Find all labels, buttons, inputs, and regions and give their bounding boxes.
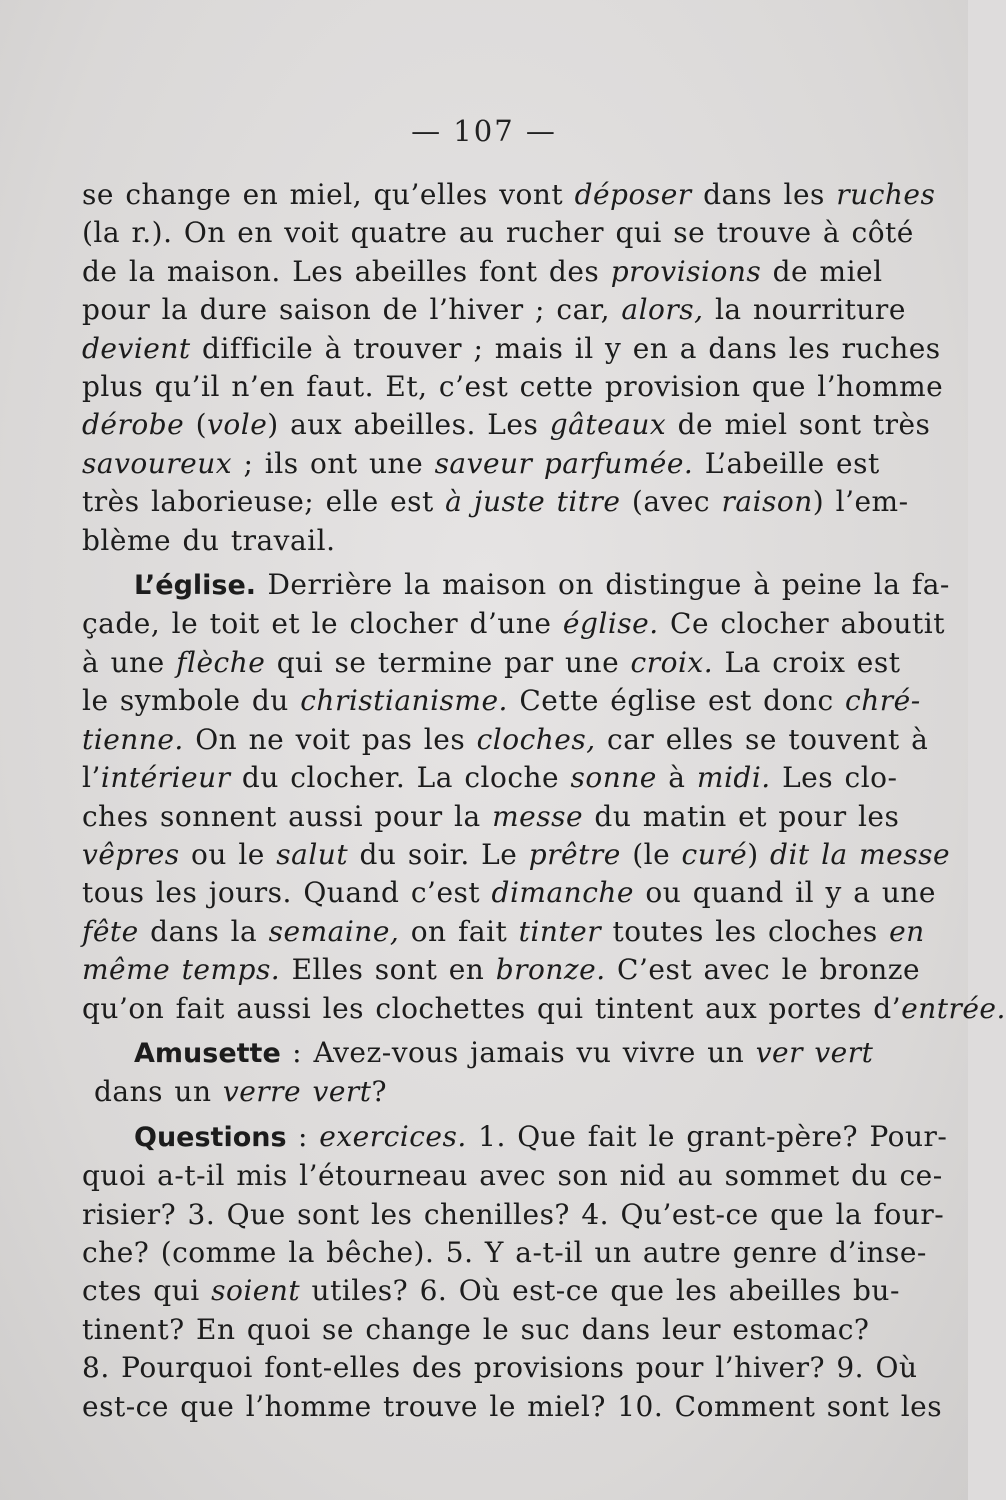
text-line	[82, 913, 925, 951]
text-segment: ; ils ont une	[232, 446, 435, 480]
text-segment: difficile à trouver ; mais il y en a dans les ruches	[190, 331, 941, 365]
text-segment: du clocher. La cloche	[230, 761, 571, 795]
paragraph-amusette	[82, 1034, 874, 1112]
text-segment: 1. Que fait le grant-père? Pour-	[466, 1119, 948, 1153]
text-segment: (	[184, 408, 208, 442]
text-segment: risier? 3. Que sont les chenilles? 4. Qu’est-ce que la four-	[82, 1197, 945, 1231]
text-segment: L’abeille est	[693, 446, 880, 480]
text-segment: ) aux abeilles. Les	[267, 408, 550, 442]
italic-term: christianisme.	[300, 684, 508, 718]
text-line	[82, 798, 900, 836]
text-segment: La croix est	[713, 645, 901, 679]
text-segment: Ce clocher aboutit	[658, 607, 945, 641]
italic-term: même temps.	[82, 953, 281, 987]
text-segment: de la maison. Les abeilles font des	[82, 254, 611, 288]
text-line	[82, 483, 909, 521]
text-line	[82, 1388, 943, 1426]
text-segment: qu’on fait aussi les clochettes qui tintent aux portes d’	[82, 991, 902, 1025]
text-segment: du matin et pour les	[583, 799, 900, 833]
text-line	[82, 644, 901, 682]
italic-term: intérieur	[100, 761, 231, 795]
text-segment: dans un	[94, 1075, 223, 1109]
text-line	[82, 990, 1006, 1028]
italic-term: devient	[82, 331, 191, 365]
italic-term: soient	[211, 1274, 301, 1308]
text-segment: du soir. Le	[348, 837, 529, 871]
italic-term: verre vert	[222, 1075, 372, 1109]
text-segment: ou quand il y a une	[634, 876, 936, 910]
text-segment: de miel sont très	[666, 408, 931, 442]
italic-term: dit la messe	[770, 837, 951, 871]
italic-term: alors,	[621, 293, 704, 327]
paragraph-honey	[82, 176, 944, 560]
italic-term: déposer	[574, 178, 692, 211]
text-segment: : Avez-vous jamais vu vivre un	[280, 1035, 756, 1069]
text-segment: tinent? En quoi se change le suc dans leur estomac?	[82, 1312, 870, 1346]
text-segment: ) l’em-	[812, 485, 909, 519]
text-line	[82, 1073, 862, 1111]
italic-term: sonne	[570, 761, 657, 795]
text-segment: On ne voit pas les	[183, 722, 477, 756]
text-segment: pour la dure saison de l’hiver ; car,	[82, 293, 622, 327]
italic-term: vêpres	[82, 837, 180, 871]
text-segment: dans la	[138, 914, 269, 948]
text-line	[82, 330, 941, 368]
text-line	[82, 368, 944, 406]
italic-term: messe	[492, 799, 584, 833]
text-line	[82, 1196, 945, 1234]
italic-term: flèche	[176, 645, 266, 679]
text-line	[82, 566, 950, 605]
text-line	[82, 874, 936, 912]
text-segment: quoi a-t-il mis l’étourneau avec son nid au sommet du ce-	[82, 1159, 943, 1193]
text-segment: (la r.). On en voit quatre au rucher qui se trouve à côté	[82, 216, 914, 250]
text-line	[82, 445, 880, 483]
text-line	[82, 836, 951, 874]
text-segment: Les clo-	[770, 761, 898, 795]
italic-term: fête	[82, 914, 139, 948]
italic-term: ver vert	[755, 1035, 874, 1069]
italic-term: église.	[562, 607, 659, 641]
italic-term: salut	[276, 837, 349, 871]
italic-term: prêtre	[528, 837, 621, 871]
italic-term: bronze.	[495, 953, 606, 987]
text-segment: C’est avec le bronze	[605, 953, 921, 987]
text-segment: à	[656, 761, 697, 795]
text-segment: la nourriture	[703, 293, 906, 327]
text-segment: (le	[620, 837, 682, 871]
paragraph-church	[82, 566, 1006, 1028]
italic-term: vole	[207, 408, 268, 442]
text-line	[82, 214, 914, 252]
text-segment: très laborieuse; elle est	[82, 485, 446, 519]
text-line	[82, 759, 898, 797]
bold-heading: L’église.	[134, 570, 257, 602]
text-segment: çade, le toit et le clocher d’une	[82, 607, 563, 641]
text-line	[82, 176, 936, 214]
text-segment: Cette église est donc	[507, 684, 846, 718]
italic-term: à juste titre	[445, 485, 621, 519]
text-line	[82, 1118, 948, 1157]
text-segment: ?	[371, 1075, 388, 1109]
text-segment: se change en miel, qu’elles vont	[82, 178, 575, 211]
text-segment: dans les	[691, 178, 837, 211]
paragraph-questions	[82, 1118, 948, 1426]
text-segment: 8. Pourquoi font-elles des provisions pour l’hiver? 9. Où	[82, 1351, 918, 1385]
text-segment: le symbole du	[82, 684, 301, 718]
italic-term: dérobe	[82, 408, 185, 442]
italic-term: tienne.	[82, 722, 184, 756]
text-line	[82, 721, 929, 759]
text-segment: :	[286, 1119, 320, 1153]
italic-term: curé	[681, 837, 748, 871]
text-segment: qui se termine par une	[265, 645, 631, 679]
italic-term: savoureux	[82, 446, 233, 480]
text-segment: ou le	[179, 837, 277, 871]
text-segment: Derrière la maison on distingue à peine la fa-	[256, 568, 950, 602]
text-segment: che? (comme la bêche). 5. Y a-t-il un autre genre d’inse-	[82, 1235, 927, 1269]
text-segment: l’	[82, 761, 101, 795]
text-line	[82, 406, 931, 444]
text-line	[82, 291, 906, 329]
italic-term: cloches,	[476, 722, 596, 756]
text-segment: tous les jours. Quand c’est	[82, 876, 492, 910]
text-segment: car elles se touvent à	[595, 722, 929, 756]
italic-term: dimanche	[491, 876, 634, 910]
text-line	[82, 605, 945, 643]
italic-term: midi.	[696, 761, 771, 795]
italic-term: chré-	[845, 684, 921, 718]
text-segment: )	[747, 837, 771, 871]
body-text	[82, 176, 1006, 1426]
text-line	[82, 1234, 927, 1272]
text-line	[82, 253, 883, 291]
italic-term: croix.	[630, 645, 714, 679]
text-segment: ches sonnent aussi pour la	[82, 799, 493, 833]
italic-term: tinter	[518, 914, 602, 948]
italic-term: provisions	[610, 254, 762, 288]
italic-term: raison	[721, 485, 813, 519]
italic-term: entrée.	[901, 991, 1006, 1025]
text-line	[82, 1157, 943, 1195]
text-segment: on fait	[399, 914, 519, 948]
italic-term: exercices.	[319, 1119, 467, 1153]
text-segment: à une	[82, 645, 177, 679]
text-segment: est-ce que l’homme trouve le miel? 10. Comment sont les	[82, 1389, 943, 1423]
italic-term: en	[889, 914, 925, 948]
text-segment: blème du travail.	[82, 523, 336, 557]
text-line	[82, 522, 862, 560]
bold-heading: Questions	[134, 1121, 287, 1153]
text-line	[82, 951, 921, 989]
italic-term: gâteaux	[549, 408, 667, 442]
italic-term: semaine,	[268, 914, 400, 948]
text-segment: ctes qui	[82, 1274, 212, 1308]
text-segment: (avec	[620, 485, 722, 519]
text-line	[82, 1349, 918, 1387]
text-line	[82, 1034, 874, 1073]
text-segment: toutes les cloches	[601, 914, 890, 948]
text-line	[82, 1311, 870, 1349]
text-segment: de miel	[761, 254, 883, 288]
text-line	[82, 682, 921, 720]
page-number: — 107 —	[411, 114, 557, 148]
text-line	[82, 1272, 900, 1310]
bold-heading: Amusette	[134, 1037, 281, 1069]
italic-term: saveur parfumée.	[434, 446, 694, 480]
text-segment: utiles? 6. Où est-ce que les abeilles bu-	[300, 1274, 900, 1308]
text-segment: plus qu’il n’en faut. Et, c’est cette provision que l’homme	[82, 370, 944, 404]
text-segment: Elles sont en	[280, 953, 496, 987]
italic-term: ruches	[836, 178, 936, 211]
